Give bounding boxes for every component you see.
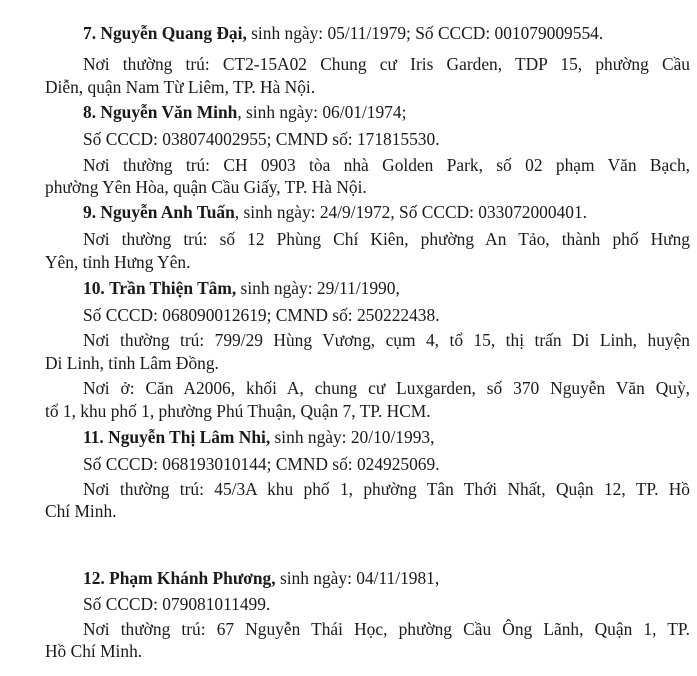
- person-8-id-line: Số CCCD: 038074002955; CMND số: 171815530.: [83, 129, 440, 149]
- person-11-id-line: Số CCCD: 068193010144; CMND số: 024925069.: [83, 454, 440, 474]
- person-8-name: Nguyễn Văn Minh: [100, 102, 238, 122]
- person-10-living-line2: tổ 1, khu phố 1, phường Phú Thuận, Quận 7, TP. HCM.: [45, 401, 431, 421]
- person-9-name: Nguyễn Anh Tuấn: [100, 202, 235, 222]
- person-10-id-line: Số CCCD: 068090012619; CMND số: 250222438.: [83, 305, 440, 325]
- person-12-id-line: Số CCCD: 079081011499.: [83, 594, 271, 614]
- person-9-birth-id: , sinh ngày: 24/9/1972, Số CCCD: 033072000401.: [234, 202, 587, 222]
- person-7-residence-line2: Diễn, quận Nam Từ Liêm, TP. Hà Nội.: [45, 77, 316, 97]
- person-7-name: Nguyễn Quang Đại,: [100, 23, 247, 43]
- person-10-residence-line2: Di Linh, tỉnh Lâm Đồng.: [45, 353, 219, 373]
- person-11-header: [0, 426, 697, 448]
- person-10-living-line1: Nơi ở: Căn A2006, khối A, chung cư Luxgarden, số 370 Nguyễn Văn Quỳ,: [83, 378, 690, 398]
- person-10-header: [0, 277, 697, 299]
- person-12-index: 12.: [83, 568, 105, 588]
- person-8-residence-line2: phường Yên Hòa, quận Cầu Giấy, TP. Hà Nội.: [45, 177, 367, 197]
- person-9-residence-line2: Yên, tỉnh Hưng Yên.: [45, 252, 191, 272]
- person-12-birth: sinh ngày: 04/11/1981,: [275, 568, 440, 588]
- person-7-residence-line1: Nơi thường trú: CT2-15A02 Chung cư Iris Garden, TDP 15, phường Cầu: [83, 54, 690, 74]
- person-11-name: Nguyễn Thị Lâm Nhi,: [108, 427, 271, 447]
- person-9-header: [0, 201, 697, 223]
- person-8-birth: , sinh ngày: 06/01/1974;: [237, 102, 407, 122]
- person-10-birth: sinh ngày: 29/11/1990,: [236, 278, 400, 298]
- person-7-index: 7.: [83, 23, 97, 43]
- person-11-residence-line2: Chí Minh.: [45, 501, 117, 521]
- person-12-residence-line1: Nơi thường trú: 67 Nguyễn Thái Học, phường Cầu Ông Lãnh, Quận 1, TP.: [83, 619, 690, 639]
- person-10-index: 10.: [83, 278, 105, 298]
- person-12-header: [0, 567, 697, 589]
- person-9-residence-line1: Nơi thường trú: số 12 Phùng Chí Kiên, phường An Tảo, thành phố Hưng: [83, 229, 690, 249]
- person-10-name: Trần Thiện Tâm,: [109, 278, 237, 298]
- person-9-index: 9.: [83, 202, 97, 222]
- person-7-header: [0, 22, 697, 44]
- person-7-birth-id: sinh ngày: 05/11/1979; Số CCCD: 001079009554.: [246, 23, 604, 43]
- person-12-residence-line2: Hồ Chí Minh.: [45, 641, 143, 661]
- person-8-index: 8.: [83, 102, 97, 122]
- person-12-name: Phạm Khánh Phương,: [109, 568, 276, 588]
- person-8-header: [0, 101, 697, 123]
- person-11-residence-line1: Nơi thường trú: 45/3A khu phố 1, phường Tân Thới Nhất, Quận 12, TP. Hồ: [83, 479, 690, 499]
- person-8-residence-line1: Nơi thường trú: CH 0903 tòa nhà Golden Park, số 02 phạm Văn Bạch,: [83, 155, 690, 175]
- person-10-residence-line1: Nơi thường trú: 799/29 Hùng Vương, cụm 4, tổ 15, thị trấn Di Linh, huyện: [83, 330, 690, 350]
- person-11-birth: sinh ngày: 20/10/1993,: [270, 427, 435, 447]
- person-11-index: 11.: [83, 427, 104, 447]
